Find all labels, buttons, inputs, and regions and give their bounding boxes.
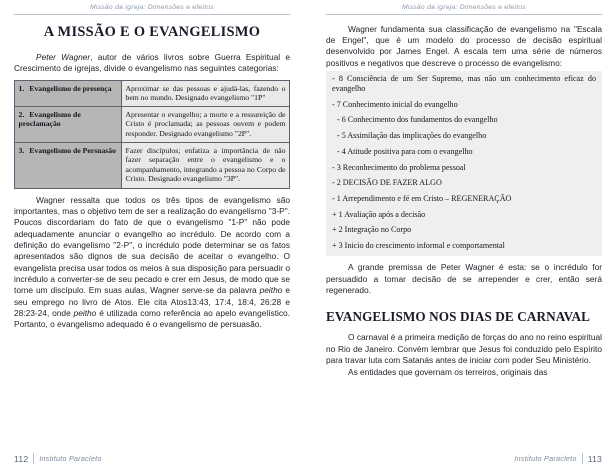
table-cell-description: Fazer discípulos; enfatiza a importância de não fazer separação entre o evangelismo e o acompanhamento, integrando a pessoa no Corpo de Cristo. Designado evangelismo "3P". xyxy=(122,143,290,188)
engel-scale-item: - 1 Arrependimento e fé em Cristo – REGENERAÇÃO xyxy=(332,194,512,203)
page-footer-right xyxy=(514,453,602,464)
engel-scale-item: - 7 Conhecimento inicial do evangelho xyxy=(332,99,458,109)
row-number: 2. xyxy=(18,109,25,119)
imprint-name: Instituto Paracleto xyxy=(514,454,577,463)
table-cell-category xyxy=(15,107,122,143)
folio-number: 113 xyxy=(587,453,602,464)
peitho-italic-2: peitho xyxy=(73,307,97,318)
paragraph-part-b: e seu emprego no livro de Atos. Ele cita Atos13:43, 17:4, 18:4, 26:28 e 28:23-24, onde xyxy=(14,285,290,318)
paragraph-part-c: é utilizada como referência ao apelo evangelístico. Portanto, o evangelismo adequado é o evangelismo de persuasão. xyxy=(14,307,290,330)
row-category: Evangelismo de Persuasão xyxy=(29,145,116,155)
engel-scale-item: + 2 Integração no Corpo xyxy=(332,225,412,235)
engel-scale-list xyxy=(326,71,602,256)
engel-scale-item: - 3 Reconhecimento do problema pessoal xyxy=(332,162,466,172)
engel-scale-item: - 8 Consciência de um Ser Supremo, mas não um conhecimento eficaz do evangelho xyxy=(332,73,596,94)
engel-scale-item: - 4 Atitude positiva para com o evangelho xyxy=(337,146,473,156)
author-name-italic: Peter Wagner xyxy=(36,51,91,62)
page-right xyxy=(308,0,616,471)
imprint-name: Instituto Paracleto xyxy=(39,454,102,463)
body-paragraph-carnaval-2: As entidades que governam os terreiros, originais das xyxy=(348,367,548,378)
engel-scale-item: - 6 Conhecimento dos fundamentos do evangelho xyxy=(337,115,498,125)
running-header-left xyxy=(14,0,290,15)
running-header-text: Missão da igreja: Dimensões e efeitos xyxy=(401,4,527,11)
body-paragraph-engel-intro: Wagner fundamenta sua classificação de evangelismo na "Escala de Engel", que é um modelo do processo de decisão espiritual desenvolvido por James Engel. A escala tem uma série de números positivos e negativos que descreve o processo de evangelismo: xyxy=(326,23,602,68)
page-footer-left xyxy=(14,453,102,464)
footer-divider xyxy=(33,453,34,464)
engel-scale-item: + 3 Inicio do crescimento informal e comportamental xyxy=(332,241,505,251)
footer-divider xyxy=(582,453,583,464)
running-header-right xyxy=(326,0,602,15)
table-cell-description: Aproximar se das pessoas e ajudá-las, fazendo o bem no mundo. Designado evangelismo "1P" xyxy=(122,81,290,107)
intro-paragraph-rest: , autor de vários livros sobre Guerra Espiritual e Crescimento de igrejas, divide o evangelismo nas seguintes categorias: xyxy=(14,51,291,73)
table-cell-category xyxy=(15,143,122,188)
peitho-italic-1: peitho xyxy=(259,285,283,296)
table-row xyxy=(15,107,290,143)
body-paragraph-premissa: A grande premissa de Peter Wagner é esta: se o incrédulo for persuadido a tomar decisão de se arrepender e crer, então será regenerado. xyxy=(326,262,602,295)
evangelism-categories-table xyxy=(14,80,290,188)
body-paragraph-carnaval-1: O carnaval é a primeira medição de forças do ano no reino espiritual no Rio de Janeiro. Convém lembrar que Jesus foi conduzido pelo Espírito para travar luta com Satanás antes de iniciar com poder Seu Ministério. xyxy=(326,332,602,366)
table-row xyxy=(15,143,290,188)
engel-scale-item: - 5 Assimilação das implicações do evangelho xyxy=(337,131,487,141)
section-title-carnaval: EVANGELISMO NOS DIAS DE CARNAVAL xyxy=(326,309,591,325)
chapter-title: A MISSÃO E O EVANGELISMO xyxy=(43,23,261,40)
running-header-rule xyxy=(326,14,602,15)
row-category: Evangelismo de proclamação xyxy=(18,109,81,129)
body-paragraph-wagner-commentary xyxy=(14,195,290,331)
paragraph-part-a: Wagner ressalta que todos os três tipos de evangelismo são importantes, mas o objetivo tem de ser a realização do evangelismo "3-P". Poucos discordariam do fato de que o evangelismo "1-P" não pode adequadamente anunciar o evangelho ao incrédulo. De acordo com a definição do evangelismo "2-P", o incrédulo pode determinar se os fatos apresentados são dignos de sua decisão de aceitar o evangelho. O evangelista precisa usar todos os meios à sua disposição para persuadir o incrédulo a converter-se de seu pecado e crer em Jesus, de modo que se torne um discípulo. Em suas aulas, Wagner serve-se da palavra xyxy=(14,194,290,296)
running-header-rule xyxy=(14,14,290,15)
row-category: Evangelismo de presença xyxy=(29,83,112,93)
table-cell-category xyxy=(15,81,122,107)
row-number: 3. xyxy=(18,145,25,155)
engel-scale-item: - 2 DECISÃO DE FAZER ALGO xyxy=(332,178,442,188)
intro-paragraph xyxy=(14,52,290,75)
table-row xyxy=(15,81,290,107)
folio-number: 112 xyxy=(14,453,29,464)
running-header-text: Missão da igreja: Dimensões e efeitos xyxy=(89,4,215,11)
row-number: 1. xyxy=(18,83,25,93)
engel-scale-item: + 1 Avaliação após a decisão xyxy=(332,209,426,219)
table-cell-description: Apresentar o evangelho; a morte e a ressureição de Cristo é proclamada; as pessoas ouvem e podem responder. Designado evangelismo "2P". xyxy=(122,107,290,143)
